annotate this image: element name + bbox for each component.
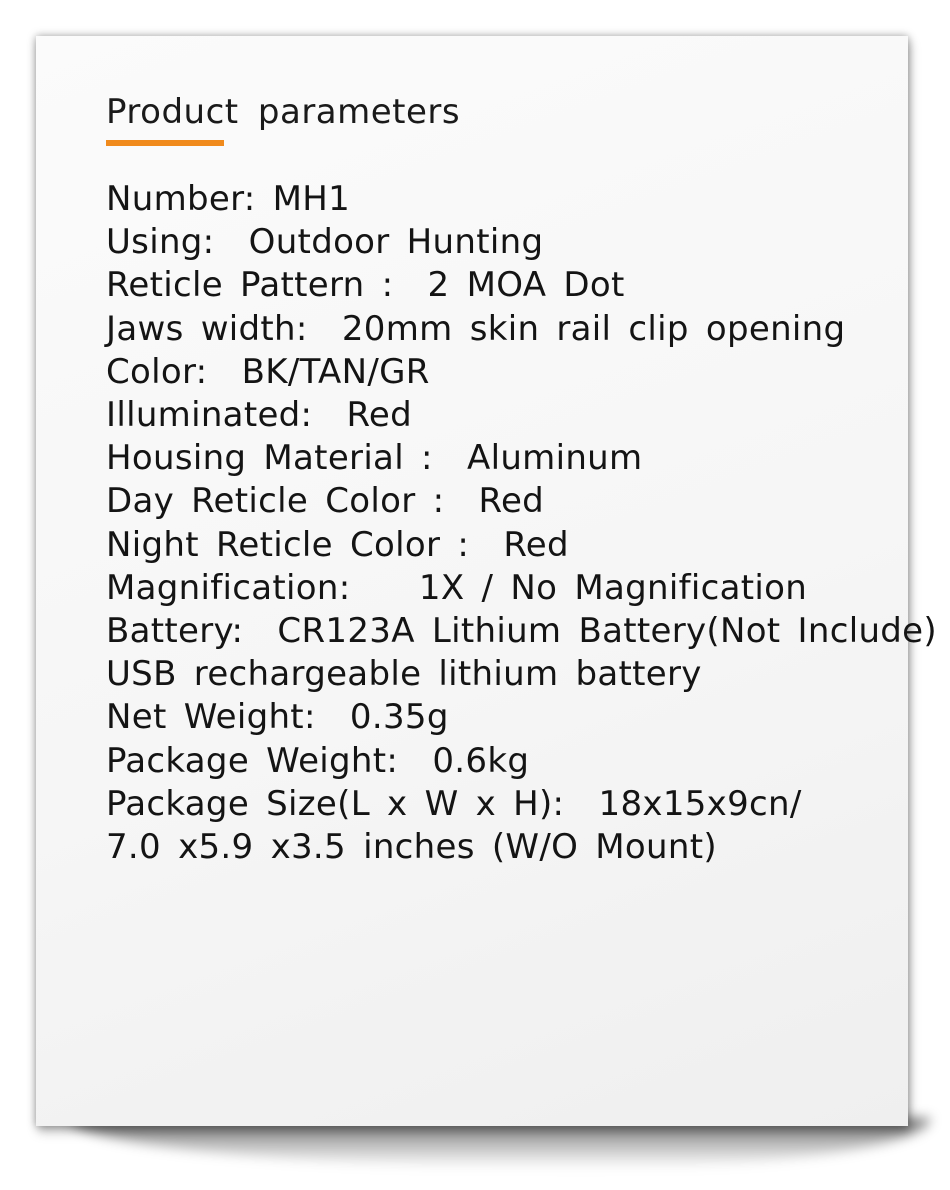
param-using: Using: Outdoor Hunting [106, 222, 544, 263]
param-housing-material: Housing Material : Aluminum [106, 438, 643, 479]
parameter-list [106, 178, 950, 869]
param-number: Number: MH1 [106, 179, 351, 219]
param-magnification: Magnification: 1X / No Magnification [106, 567, 808, 608]
param-reticle-pattern: Reticle Pattern : 2 MOA Dot [106, 265, 625, 306]
param-illuminated: Illuminated: Red [106, 395, 413, 436]
heading-underline-accent [106, 140, 224, 146]
param-package-size-inches: 7.0 x5.9 x3.5 inches (W/O Mount) [106, 827, 717, 868]
param-day-reticle-color: Day Reticle Color : Red [106, 481, 545, 522]
param-battery: Battery: CR123A Lithium Battery(Not Include) [106, 611, 937, 652]
param-battery-usb: USB rechargeable lithium battery [106, 654, 702, 695]
section-heading: Product parameters [106, 92, 461, 132]
param-package-size: Package Size(L x W x H): 18x15x9cn/ [106, 783, 802, 824]
param-color: Color: BK/TAN/GR [106, 351, 430, 392]
param-package-weight: Package Weight: 0.6kg [106, 740, 530, 781]
param-jaws-width: Jaws width: 20mm skin rail clip opening [106, 308, 846, 349]
param-night-reticle-color: Night Reticle Color : Red [106, 524, 569, 565]
paper-sheet [36, 36, 937, 1126]
param-net-weight: Net Weight: 0.35g [106, 697, 449, 738]
